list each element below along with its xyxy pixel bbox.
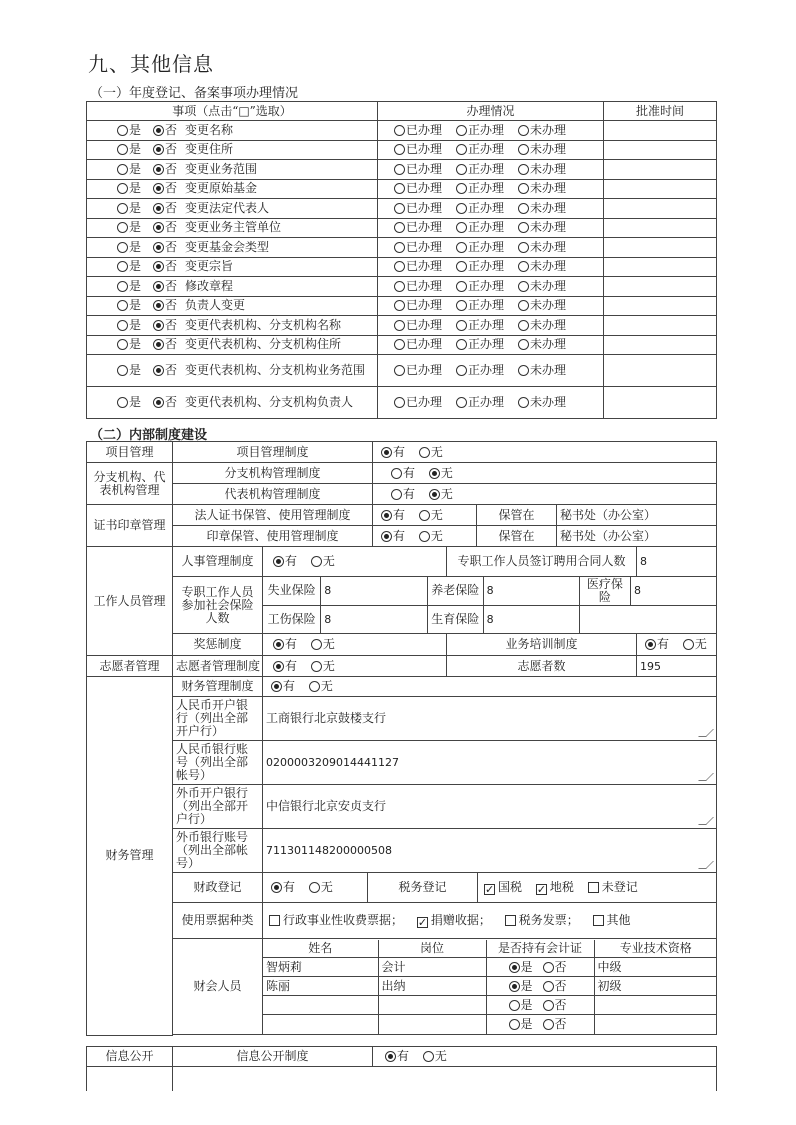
radio-done[interactable] — [394, 339, 405, 350]
branch-item2: 代表机构管理制度 — [173, 484, 373, 505]
radio-done[interactable] — [394, 183, 405, 194]
radio-yes[interactable] — [273, 639, 284, 650]
radio-no[interactable] — [311, 639, 322, 650]
radio-in-progress[interactable] — [456, 203, 467, 214]
radio-done[interactable] — [394, 144, 405, 155]
status-cell: 已办理 正办理 未办理 — [378, 387, 604, 419]
unemployment-value[interactable]: 8 — [321, 577, 428, 605]
disclosure-system: 信息公开制度 — [173, 1047, 373, 1067]
radio-yes[interactable] — [509, 962, 520, 973]
radio-not-done[interactable] — [518, 261, 529, 272]
radio-not-done[interactable] — [518, 144, 529, 155]
radio-not-done[interactable] — [518, 320, 529, 331]
item-cell: 是 否 变更法定代表人 — [87, 199, 378, 219]
maternity-value[interactable]: 8 — [483, 605, 579, 633]
injury-value[interactable]: 8 — [321, 605, 428, 633]
kept-place1: 秘书处（办公室） — [557, 505, 717, 526]
radio-done[interactable] — [394, 242, 405, 253]
pension-value[interactable]: 8 — [483, 577, 579, 605]
reward-choice: 有 无 — [263, 634, 447, 656]
finance-table — [86, 676, 717, 1036]
accounting-staff-table — [263, 940, 717, 1034]
radio-yes[interactable] — [117, 183, 128, 194]
radio-yes[interactable] — [509, 1000, 520, 1011]
radio-yes[interactable] — [509, 1019, 520, 1030]
volunteer-count-label: 志愿者数 — [447, 656, 637, 677]
status-cell: 已办理 正办理 未办理 — [378, 218, 604, 238]
radio-no[interactable] — [419, 510, 430, 521]
col-item-header: 事项（点击“□”选取） — [87, 102, 378, 121]
radio-done[interactable] — [394, 222, 405, 233]
radio-yes[interactable] — [117, 144, 128, 155]
checkbox-checked-icon[interactable]: ✓ — [536, 882, 547, 896]
registration-row — [87, 218, 717, 238]
radio-no[interactable] — [153, 164, 164, 175]
staff-post[interactable] — [378, 1015, 486, 1034]
radio-not-done[interactable] — [518, 365, 529, 376]
col-name: 姓名 — [263, 940, 378, 958]
medical-label: 医疗保险 — [579, 577, 630, 605]
radio-done[interactable] — [394, 261, 405, 272]
col-qualification: 专业技术资格 — [594, 940, 717, 958]
accounting-staff-row — [263, 1015, 717, 1034]
approval-date-cell[interactable] — [604, 238, 717, 258]
resize-handle-icon[interactable] — [698, 817, 714, 825]
radio-no[interactable] — [429, 468, 440, 479]
fx-account-value: 711301148200000508 — [266, 844, 392, 857]
checkbox-icon[interactable] — [505, 915, 516, 926]
item-name: 变更代表机构、分支机构住所 — [185, 337, 342, 352]
kept-place2: 秘书处（办公室） — [557, 526, 717, 547]
radio-yes[interactable] — [117, 365, 128, 376]
disclosure-label: 信息公开 — [87, 1047, 173, 1067]
radio-not-done[interactable] — [518, 183, 529, 194]
status-cell: 已办理 正办理 未办理 — [378, 238, 604, 258]
registration-row — [87, 160, 717, 180]
radio-no[interactable] — [543, 1000, 554, 1011]
approval-date-cell[interactable] — [604, 387, 717, 419]
radio-in-progress[interactable] — [456, 222, 467, 233]
item-name: 变更原始基金 — [185, 181, 258, 196]
radio-not-done[interactable] — [518, 300, 529, 311]
item-name: 变更住所 — [185, 142, 234, 157]
radio-done[interactable] — [394, 125, 405, 136]
staff-cert-choice: 是 否 — [486, 1015, 594, 1034]
staff-qualification[interactable] — [594, 1015, 717, 1034]
radio-no[interactable] — [419, 531, 430, 542]
item-cell: 是 否 变更宗旨 — [87, 257, 378, 277]
radio-in-progress[interactable] — [456, 261, 467, 272]
radio-not-done[interactable] — [518, 164, 529, 175]
checkbox-checked-icon[interactable]: ✓ — [417, 915, 428, 929]
radio-no[interactable] — [153, 242, 164, 253]
rmb-bank-value: 工商银行北京鼓楼支行 — [266, 711, 387, 725]
radio-in-progress[interactable] — [456, 183, 467, 194]
branch-choice2: 有 无 — [373, 484, 717, 505]
rmb-bank-label: 人民币开户银行（列出全部开户行） — [173, 697, 263, 741]
radio-done[interactable] — [394, 300, 405, 311]
col-post: 岗位 — [378, 940, 486, 958]
approval-date-cell[interactable] — [604, 316, 717, 336]
staff-name[interactable] — [263, 996, 378, 1015]
project-choice: 有 无 — [373, 442, 717, 463]
resize-handle-icon[interactable] — [698, 773, 714, 781]
staff-post[interactable]: 出纳 — [378, 977, 486, 996]
accounting-staff-label: 财会人员 — [173, 939, 263, 1035]
radio-in-progress[interactable] — [456, 242, 467, 253]
staff-post[interactable]: 会计 — [378, 958, 486, 977]
radio-no[interactable] — [153, 320, 164, 331]
approval-date-cell[interactable] — [604, 179, 717, 199]
radio-no[interactable] — [683, 639, 694, 650]
radio-no[interactable] — [153, 365, 164, 376]
disclosure-choice: 有 无 — [373, 1047, 717, 1067]
seal-item1: 法人证书保管、使用管理制度 — [173, 505, 373, 526]
radio-done[interactable] — [394, 320, 405, 331]
radio-in-progress[interactable] — [456, 397, 467, 408]
unemployment-label: 失业保险 — [263, 577, 321, 605]
invoice-label: 使用票据种类 — [173, 903, 263, 939]
checkbox-icon[interactable] — [588, 882, 599, 893]
radio-yes[interactable] — [385, 1051, 396, 1062]
radio-not-done[interactable] — [518, 281, 529, 292]
staff-qualification[interactable]: 中级 — [594, 958, 717, 977]
col-approval-header: 批准时间 — [604, 102, 717, 121]
staff-post[interactable] — [378, 996, 486, 1015]
radio-yes[interactable] — [117, 261, 128, 272]
item-cell: 是 否 变更基金会类型 — [87, 238, 378, 258]
registration-row — [87, 257, 717, 277]
radio-no[interactable] — [423, 1051, 434, 1062]
training-system: 业务培训制度 — [447, 634, 637, 656]
finance-choice: 有 无 — [263, 677, 717, 697]
section-title: 九、其他信息 — [88, 52, 214, 76]
radio-done[interactable] — [394, 397, 405, 408]
status-cell: 已办理 正办理 未办理 — [378, 160, 604, 180]
registration-row — [87, 335, 717, 355]
finance-label: 财务管理 — [87, 677, 173, 1036]
hr-system: 人事管理制度 — [173, 547, 263, 577]
approval-date-cell[interactable] — [604, 218, 717, 238]
item-name: 变更宗旨 — [185, 259, 234, 274]
radio-not-done[interactable] — [518, 339, 529, 350]
finance-system: 财务管理制度 — [173, 677, 263, 697]
rmb-account-field[interactable] — [263, 741, 717, 785]
radio-not-done[interactable] — [518, 203, 529, 214]
item-cell: 是 否 变更住所 — [87, 140, 378, 160]
radio-yes[interactable] — [117, 203, 128, 214]
fx-account-field[interactable] — [263, 829, 717, 873]
part1-heading: （一）年度登记、备案事项办理情况 — [90, 86, 299, 101]
rmb-bank-field[interactable] — [263, 697, 717, 741]
system-table-top — [86, 441, 717, 547]
radio-no[interactable] — [153, 222, 164, 233]
radio-yes[interactable] — [117, 164, 128, 175]
approval-date-cell[interactable] — [604, 160, 717, 180]
radio-yes[interactable] — [391, 468, 402, 479]
approval-date-cell[interactable] — [604, 199, 717, 219]
status-cell: 已办理 正办理 未办理 — [378, 296, 604, 316]
checkbox-checked-icon[interactable]: ✓ — [485, 882, 495, 896]
radio-in-progress[interactable] — [456, 320, 467, 331]
radio-no[interactable] — [153, 397, 164, 408]
item-cell: 是 否 变更代表机构、分支机构业务范围 — [87, 355, 378, 387]
radio-no[interactable] — [153, 144, 164, 155]
radio-no[interactable] — [153, 339, 164, 350]
radio-no[interactable] — [153, 183, 164, 194]
item-name: 变更业务主管单位 — [185, 220, 282, 235]
item-cell: 是 否 变更业务范围 — [87, 160, 378, 180]
status-cell: 已办理 正办理 未办理 — [378, 257, 604, 277]
registration-row — [87, 316, 717, 336]
radio-yes[interactable] — [117, 397, 128, 408]
radio-done[interactable] — [394, 164, 405, 175]
radio-no[interactable] — [311, 556, 322, 567]
staff-cert-choice: 是 否 — [486, 996, 594, 1015]
approval-date-cell[interactable] — [604, 140, 717, 160]
radio-in-progress[interactable] — [456, 164, 467, 175]
radio-yes[interactable] — [273, 556, 284, 567]
seal-choice2: 有 无 — [373, 526, 477, 547]
radio-in-progress[interactable] — [456, 144, 467, 155]
rmb-account-label: 人民币银行账号（列出全部帐号） — [173, 741, 263, 785]
radio-done[interactable] — [394, 365, 405, 376]
staff-label: 工作人员管理 — [87, 547, 173, 656]
registration-table — [86, 101, 717, 419]
checkbox-icon[interactable] — [269, 915, 280, 926]
radio-yes[interactable] — [117, 125, 128, 136]
fx-account-label: 外币银行账号（列出全部帐号） — [173, 829, 263, 873]
pension-label: 养老保险 — [428, 577, 484, 605]
item-cell: 是 否 变更名称 — [87, 121, 378, 141]
status-cell: 已办理 正办理 未办理 — [378, 199, 604, 219]
item-cell: 是 否 变更原始基金 — [87, 179, 378, 199]
radio-yes[interactable] — [117, 222, 128, 233]
checkbox-icon[interactable] — [593, 915, 604, 926]
fx-bank-value: 中信银行北京安贞支行 — [266, 799, 387, 813]
volunteer-count-value[interactable]: 195 — [637, 656, 717, 677]
branch-item1: 分支机构管理制度 — [173, 463, 373, 484]
project-item: 项目管理制度 — [173, 442, 373, 463]
item-name: 变更法定代表人 — [185, 200, 270, 215]
radio-in-progress[interactable] — [456, 300, 467, 311]
radio-no[interactable] — [153, 203, 164, 214]
item-cell: 是 否 修改章程 — [87, 277, 378, 297]
radio-in-progress[interactable] — [456, 125, 467, 136]
volunteer-choice: 有 无 — [263, 656, 447, 677]
radio-no[interactable] — [309, 882, 320, 893]
volunteer-label: 志愿者管理 — [87, 656, 173, 677]
registration-row — [87, 238, 717, 258]
radio-yes[interactable] — [509, 981, 520, 992]
resize-handle-icon[interactable] — [698, 861, 714, 869]
hr-choice: 有 无 — [263, 547, 447, 577]
radio-in-progress[interactable] — [456, 339, 467, 350]
radio-no[interactable] — [153, 125, 164, 136]
staff-name[interactable]: 陈丽 — [263, 977, 378, 996]
radio-in-progress[interactable] — [456, 365, 467, 376]
kept-at-label: 保管在 — [477, 526, 557, 547]
radio-yes[interactable] — [645, 639, 656, 650]
radio-yes[interactable] — [391, 489, 402, 500]
radio-not-done[interactable] — [518, 125, 529, 136]
radio-yes[interactable] — [271, 882, 282, 893]
registration-row — [87, 121, 717, 141]
seal-label: 证书印章管理 — [87, 505, 173, 547]
status-cell: 已办理 正办理 未办理 — [378, 140, 604, 160]
status-cell: 已办理 正办理 未办理 — [378, 355, 604, 387]
status-cell: 已办理 正办理 未办理 — [378, 316, 604, 336]
radio-not-done[interactable] — [518, 242, 529, 253]
fiscal-reg-label: 财政登记 — [173, 873, 263, 903]
radio-yes[interactable] — [273, 661, 284, 672]
tax-reg-options: ✓ 国税 ✓ 地税 未登记 — [478, 873, 717, 903]
fiscal-reg-choice: 有 无 — [263, 873, 368, 903]
staff-cert-choice: 是 否 — [486, 958, 594, 977]
item-name: 变更代表机构、分支机构负责人 — [185, 395, 354, 409]
registration-row — [87, 277, 717, 297]
radio-no[interactable] — [311, 661, 322, 672]
item-cell: 是 否 负责人变更 — [87, 296, 378, 316]
tax-reg-label: 税务登记 — [368, 873, 478, 903]
item-name: 变更基金会类型 — [185, 239, 270, 254]
branch-label: 分支机构、代表机构管理 — [87, 463, 173, 505]
accounting-staff-row — [263, 977, 717, 996]
branch-choice1: 有 无 — [373, 463, 717, 484]
status-cell: 已办理 正办理 未办理 — [378, 277, 604, 297]
rmb-account-value: 0200003209014441127 — [266, 756, 399, 769]
contract-label: 专职工作人员签订聘用合同人数 — [447, 547, 637, 577]
approval-date-cell[interactable] — [604, 355, 717, 387]
medical-value[interactable]: 8 — [631, 577, 717, 605]
radio-yes[interactable] — [381, 447, 392, 458]
fx-bank-field[interactable] — [263, 785, 717, 829]
radio-yes[interactable] — [117, 320, 128, 331]
item-name: 修改章程 — [185, 278, 234, 293]
project-label: 项目管理 — [87, 442, 173, 463]
staff-table — [86, 546, 717, 677]
approval-date-cell[interactable] — [604, 296, 717, 316]
radio-done[interactable] — [394, 203, 405, 214]
radio-no[interactable] — [153, 281, 164, 292]
item-cell: 是 否 变更代表机构、分支机构负责人 — [87, 387, 378, 419]
registration-row — [87, 355, 717, 387]
item-name: 变更代表机构、分支机构业务范围 — [185, 363, 366, 377]
approval-date-cell[interactable] — [604, 257, 717, 277]
disclosure-table — [86, 1046, 717, 1091]
contract-value[interactable]: 8 — [637, 547, 717, 577]
radio-no[interactable] — [429, 489, 440, 500]
approval-date-cell[interactable] — [604, 277, 717, 297]
staff-name[interactable]: 智炳莉 — [263, 958, 378, 977]
kept-at-label: 保管在 — [477, 505, 557, 526]
seal-choice1: 有 无 — [373, 505, 477, 526]
staff-cert-choice: 是 否 — [486, 977, 594, 996]
radio-no[interactable] — [153, 261, 164, 272]
staff-qualification[interactable] — [594, 996, 717, 1015]
item-cell: 是 否 变更代表机构、分支机构名称 — [87, 316, 378, 336]
resize-handle-icon[interactable] — [698, 729, 714, 737]
seal-item2: 印章保管、使用管理制度 — [173, 526, 373, 547]
accounting-staff-row — [263, 996, 717, 1015]
col-cert: 是否持有会计证 — [486, 940, 594, 958]
radio-in-progress[interactable] — [456, 281, 467, 292]
accounting-staff-row — [263, 958, 717, 977]
radio-yes[interactable] — [271, 681, 282, 692]
radio-yes[interactable] — [381, 531, 392, 542]
radio-no[interactable] — [543, 962, 554, 973]
part2-heading: （二）内部制度建设 — [90, 428, 208, 443]
volunteer-system: 志愿者管理制度 — [173, 656, 263, 677]
registration-row — [87, 296, 717, 316]
radio-yes[interactable] — [117, 242, 128, 253]
radio-not-done[interactable] — [518, 222, 529, 233]
staff-name[interactable] — [263, 1015, 378, 1034]
approval-date-cell[interactable] — [604, 121, 717, 141]
col-status-header: 办理情况 — [378, 102, 604, 121]
radio-no[interactable] — [543, 1019, 554, 1030]
radio-no[interactable] — [153, 300, 164, 311]
reward-system: 奖惩制度 — [173, 634, 263, 656]
invoice-options: 行政事业性收费票据； ✓ 捐赠收据； 税务发票； 其他 — [263, 903, 717, 939]
item-cell: 是 否 变更业务主管单位 — [87, 218, 378, 238]
radio-yes[interactable] — [117, 300, 128, 311]
item-cell: 是 否 变更代表机构、分支机构住所 — [87, 335, 378, 355]
status-cell: 已办理 正办理 未办理 — [378, 335, 604, 355]
radio-not-done[interactable] — [518, 397, 529, 408]
radio-yes[interactable] — [381, 510, 392, 521]
item-name: 变更名称 — [185, 122, 234, 137]
radio-done[interactable] — [394, 281, 405, 292]
radio-no[interactable] — [309, 681, 320, 692]
status-cell: 已办理 正办理 未办理 — [378, 179, 604, 199]
staff-qualification[interactable]: 初级 — [594, 977, 717, 996]
registration-row — [87, 179, 717, 199]
radio-no[interactable] — [419, 447, 430, 458]
approval-date-cell[interactable] — [604, 335, 717, 355]
registration-row — [87, 140, 717, 160]
radio-no[interactable] — [543, 981, 554, 992]
radio-yes[interactable] — [117, 339, 128, 350]
insured-label: 专职工作人员参加社会保险人数 — [173, 577, 263, 634]
item-name: 变更代表机构、分支机构名称 — [185, 317, 342, 332]
registration-row — [87, 199, 717, 219]
registration-row — [87, 387, 717, 419]
status-cell: 已办理 正办理 未办理 — [378, 121, 604, 141]
training-choice: 有 无 — [637, 634, 717, 656]
radio-yes[interactable] — [117, 281, 128, 292]
fx-bank-label: 外币开户银行（列出全部开户行） — [173, 785, 263, 829]
maternity-label: 生育保险 — [428, 605, 484, 633]
injury-label: 工伤保险 — [263, 605, 321, 633]
item-name: 负责人变更 — [185, 298, 246, 313]
item-name: 变更业务范围 — [185, 161, 258, 176]
